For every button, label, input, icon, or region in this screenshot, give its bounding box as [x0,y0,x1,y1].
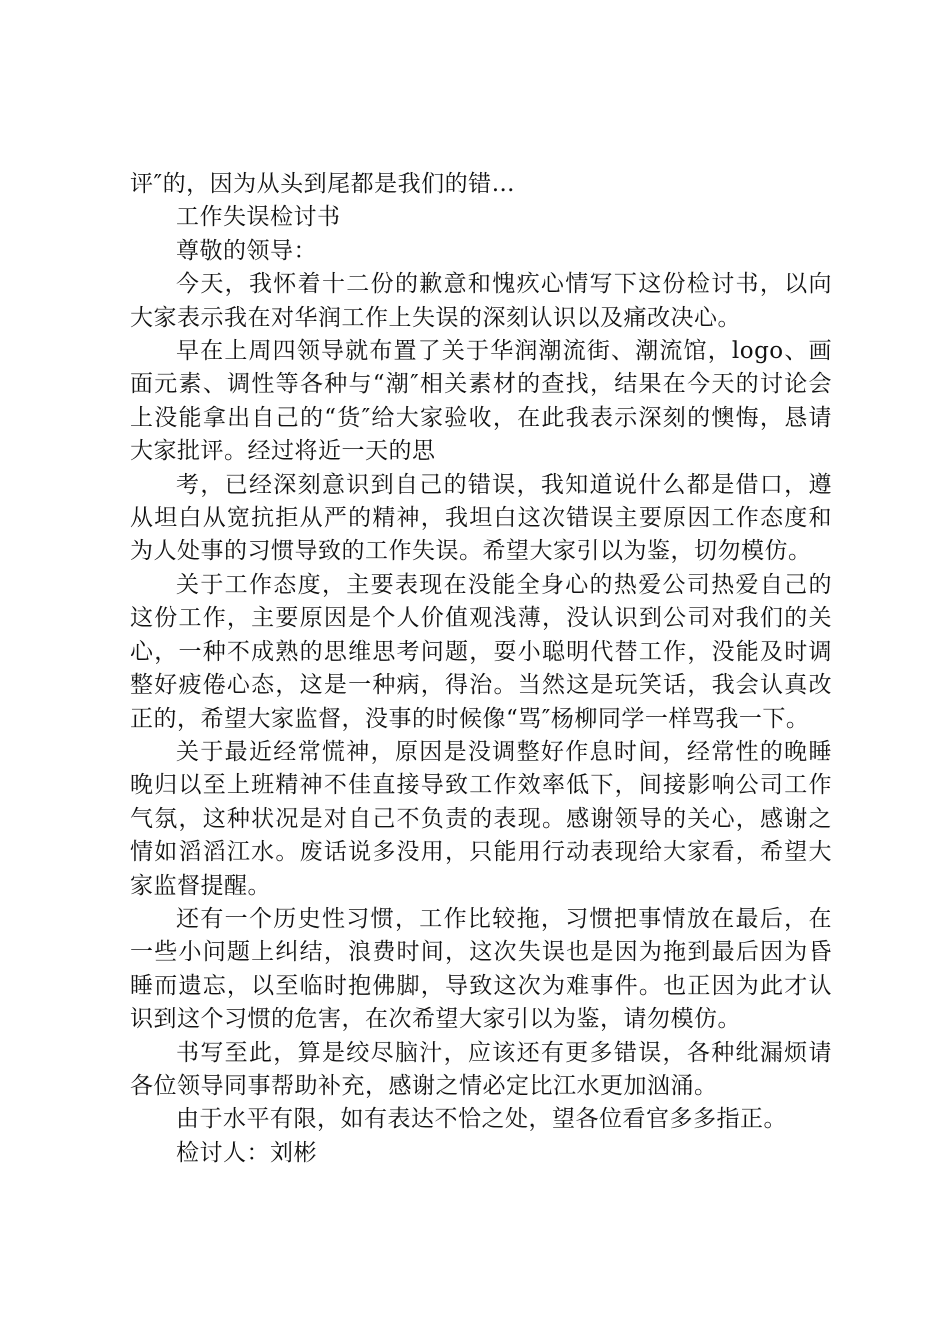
signature-line: 检讨人：刘彬 [176,1139,317,1166]
continuation-line: 评″的，因为从头到尾都是我们的错… [130,171,516,197]
paragraph-reflection: 考，已经深刻意识到自己的错误，我知道说什么都是借口，遵从坦白从宽抗拒从严的精神，我坦白这次错误主要原因工作态度和为人处事的习惯导致的工作失误。希望大家引以为鉴，切勿模仿。 [130,471,832,565]
document-title: 工作失误检讨书 [176,204,341,231]
paragraph-procrastination: 还有一个历史性习惯，工作比较拖，习惯把事情放在最后，在一些小问题上纠结，浪费时间，这次失误也是因为拖到最后因为昏睡而遗忘，以至临时抱佛脚，导致这次为难事件。也正因为此才认识到这个习惯的危害，在次希望大家引以为鉴，请勿模仿。 [130,905,832,1033]
paragraph-conclusion: 书写至此，算是绞尽脑汁，应该还有更多错误，各种纰漏烦请各位领导同事帮助补充，感谢之情必定比江水更加汹涌。 [130,1039,832,1099]
paragraph-background: 早在上周四领导就布置了关于华润潮流街、潮流馆，logo、画面元素、调性等各种与“潮″相关素材的查找，结果在今天的讨论会上没能拿出自己的“货″给大家验收，在此我表示深刻的懊悔，恳请大家批评。经过将近一天的思 [130,338,832,465]
paragraph-distraction: 关于最近经常慌神，原因是没调整好作息时间，经常性的晚睡晚归以至上班精神不佳直接导致工作效率低下，间接影响公司工作气氛，这种状况是对自己不负责的表现。感谢领导的关心，感谢之情如滔滔江水。废话说多没用，只能用行动表现给大家看，希望大家监督提醒。 [130,738,832,899]
paragraph-intro: 今天，我怀着十二份的歉意和愧疚心情写下这份检讨书，以向大家表示我在对华润工作上失误的深刻认识以及痛改决心。 [130,271,832,331]
paragraph-work-attitude: 关于工作态度，主要表现在没能全身心的热爱公司热爱自己的这份工作，主要原因是个人价值观浅薄，没认识到公司对我们的关心，一种不成熟的思维思考问题，耍小聪明代替工作，没能及时调整好疲倦心态，这是一种病，得治。当然这是玩笑话，我会认真改正的，希望大家监督，没事的时候像“骂″杨柳同学一样骂我一下。 [130,571,832,732]
paragraph-closing: 由于水平有限，如有表达不恰之处，望各位看官多多指正。 [176,1106,787,1133]
document-page [130,168,832,1170]
salutation: 尊敬的领导： [176,237,317,264]
